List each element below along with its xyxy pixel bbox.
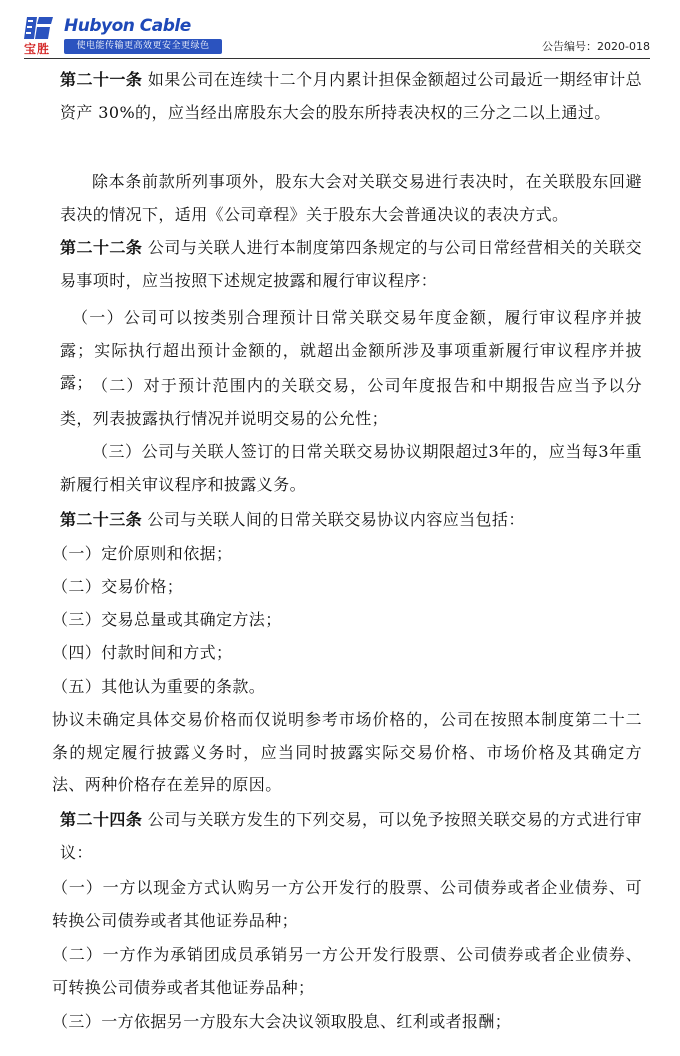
paragraph-text: （三）交易总量或其确定方法； (52, 610, 282, 629)
list-item (52, 538, 634, 571)
article-number: 第二十四条 (60, 810, 143, 829)
paragraph-text: 公司与关联人间的日常关联交易协议内容应当包括： (147, 510, 525, 529)
paragraph (60, 370, 642, 435)
paragraph-text: （三）一方依据另一方股东大会决议领取股息、红利或者报酬； (52, 1012, 512, 1031)
article-number: 第二十三条 (60, 510, 143, 529)
paragraph-text: 公司与关联人进行本制度第四条规定的与公司日常经营相关的关联交易事项时，应当按照下述规定披露和履行审议程序： (60, 238, 642, 290)
list-item (52, 1006, 642, 1039)
list-item (52, 872, 642, 937)
paragraph-text: （一）定价原则和依据； (52, 544, 233, 563)
paragraph-text: （二）一方作为承销团成员承销另一方公开发行股票、公司债券或者企业债券、可转换公司债券或者其他证券品种； (52, 945, 642, 997)
logo-slogan: 使电能传输更高效更安全更绿色 (64, 39, 222, 54)
announcement-number: 公告编号：2020-018 (542, 40, 650, 53)
paragraph (60, 232, 642, 297)
header-divider (24, 58, 650, 59)
paragraph-text: （一）一方以现金方式认购另一方公开发行的股票、公司债券或者企业债券、可转换公司债券或者其他证券品种； (52, 878, 642, 930)
paragraph (52, 704, 642, 802)
paragraph-text: 如果公司在连续十二个月内累计担保金额超过公司最近一期经审计总资产 30%的，应当经出席股东大会的股东所持表决权的三分之二以上通过。 (60, 70, 642, 122)
paragraph-text: （一）公司可以按类别合理预计日常关联交易年度金额，履行审议程序并披露；实际执行超出预计金额的，就超出金额所涉及事项重新履行审议程序并披露； (60, 308, 642, 392)
article-number: 第二十二条 (60, 238, 143, 257)
paragraph-text: （二）对于预计范围内的关联交易，公司年度报告和中期报告应当予以分类，列表披露执行情况并说明交易的公允性； (60, 376, 642, 428)
list-item (52, 939, 642, 1004)
paragraph-text: （五）其他认为重要的条款。 (52, 677, 266, 696)
list-item (52, 671, 634, 704)
article-number: 第二十一条 (60, 70, 143, 89)
paragraph-text: （四）付款时间和方式； (52, 643, 233, 662)
paragraph (60, 804, 642, 869)
list-item (52, 604, 634, 637)
paragraph-text: （二）交易价格； (52, 577, 184, 596)
paragraph (60, 166, 642, 231)
company-logo (24, 15, 210, 57)
list-item (52, 637, 634, 670)
logo-chinese-name: 宝胜 (24, 42, 51, 56)
logo-mark-icon (24, 15, 54, 41)
logo-english-name: Hubyon Cable (64, 16, 191, 36)
paragraph (60, 436, 642, 501)
paragraph-text: （三）公司与关联人签订的日常关联交易协议期限超过3年的，应当每3年重新履行相关审议程序和披露义务。 (60, 442, 642, 494)
paragraph (60, 64, 642, 129)
paragraph-text: 除本条前款所列事项外，股东大会对关联交易进行表决时，在关联股东回避表决的情况下，适用《公司章程》关于股东大会普通决议的表决方式。 (60, 172, 642, 224)
paragraph-text: 公司与关联方发生的下列交易，可以免予按照关联交易的方式进行审议： (60, 810, 642, 862)
page-header (0, 0, 680, 60)
paragraph-text: 协议未确定具体交易价格而仅说明参考市场价格的，公司在按照本制度第二十二条的规定履行披露义务时，应当同时披露实际交易价格、市场价格及其确定方法、两种价格存在差异的原因。 (52, 710, 642, 794)
paragraph (60, 504, 642, 537)
list-item (52, 571, 634, 604)
